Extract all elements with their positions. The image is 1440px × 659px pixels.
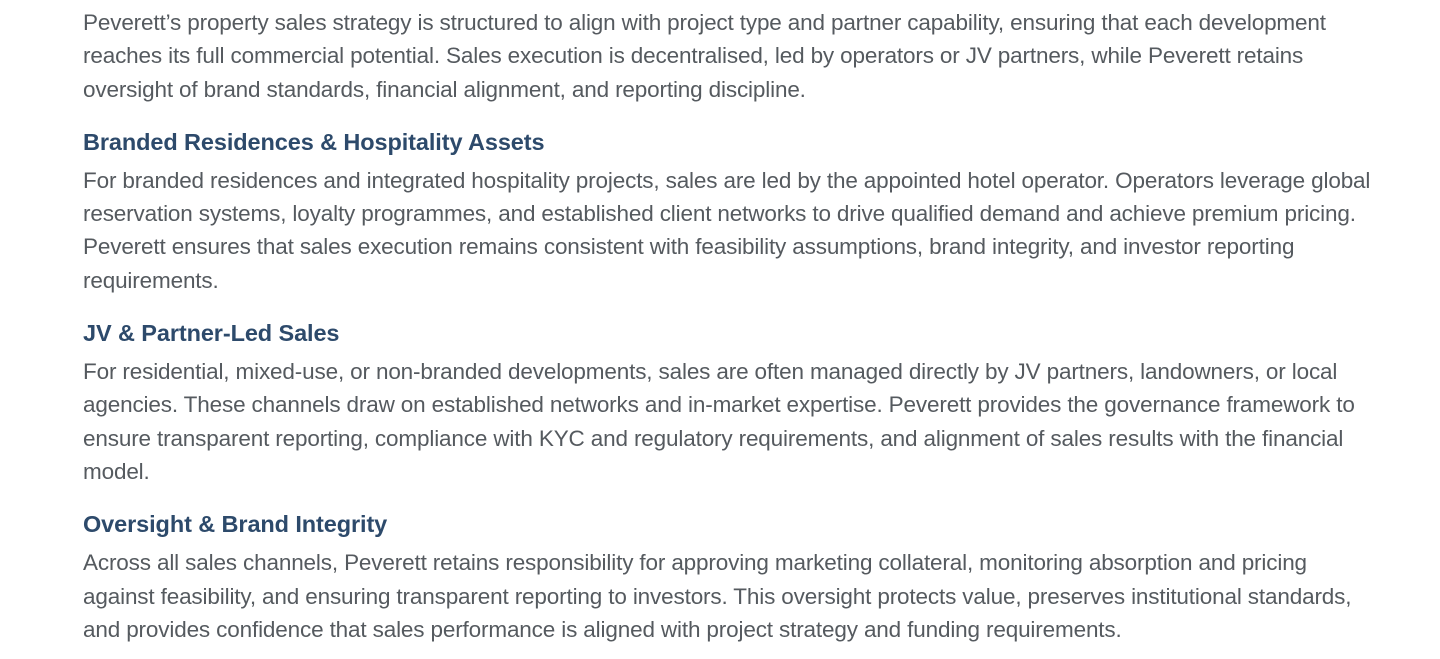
section-heading-oversight: Oversight & Brand Integrity — [83, 511, 388, 538]
section-heading-jv-partner-sales: JV & Partner-Led Sales — [83, 320, 340, 347]
intro-paragraph: Peverett’s property sales strategy is structured to align with project type and partner capability, ensuring that each development reaches its full commercial potential. Sales execution is decentralised, led by operators or JV partners, while Peverett retains oversight of brand standards, financial alignment, and reporting discipline. — [83, 10, 1326, 102]
section-body-branded-residences: For branded residences and integrated hospitality projects, sales are led by the appointed hotel operator. Operators leverage global reservation systems, loyalty programmes, and established client networks to drive qualified demand and achieve premium pricing. Peverett ensures that sales execution remains consistent with feasibility assumptions, brand integrity, and investor reporting requirements. — [83, 167, 1371, 293]
section-body-oversight: Across all sales channels, Peverett retains responsibility for approving marketing collateral, monitoring absorption and pricing against feasibility, and ensuring transparent reporting to investors. This oversight protects value, preserves institutional standards, and provides confidence that sales performance is aligned with project strategy and funding requirements. — [83, 550, 1352, 642]
sales-strategy-content — [83, 6, 1383, 646]
section-heading-branded-residences: Branded Residences & Hospitality Assets — [83, 128, 545, 155]
section-body-jv-partner-sales: For residential, mixed-use, or non-branded developments, sales are often managed directly by JV partners, landowners, or local agencies. These channels draw on established networks and in-market expertise. Peverett provides the governance framework to ensure transparent reporting, compliance with KYC and regulatory requirements, and alignment of sales results with the financial model. — [83, 359, 1355, 484]
